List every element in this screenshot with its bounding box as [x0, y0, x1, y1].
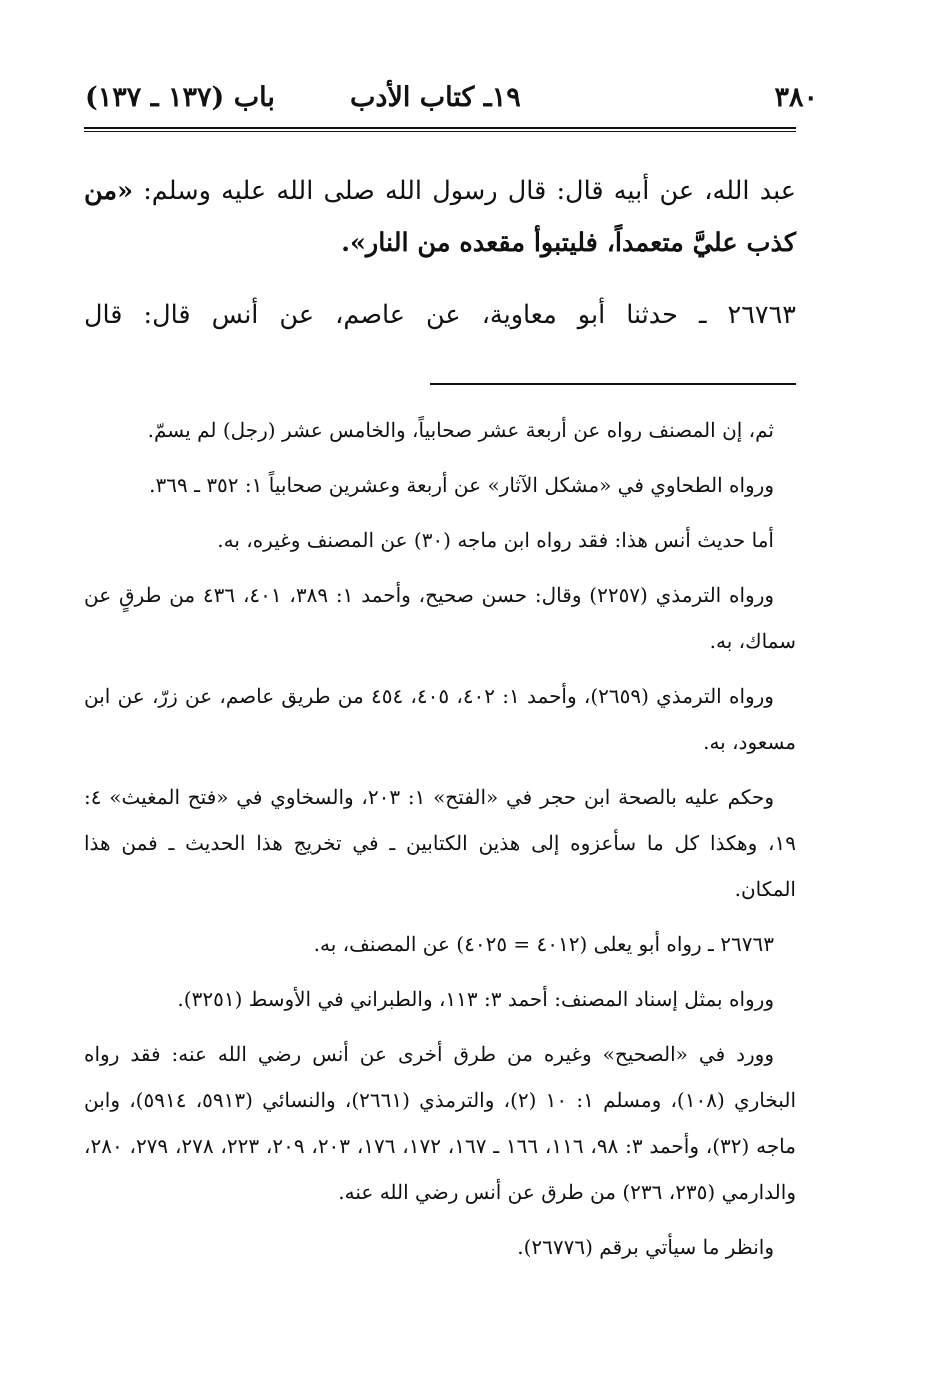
main-text	[84, 165, 796, 341]
footnote-paragraph: وورد في «الصحيح» وغيره من طرق أخرى عن أنس رضي الله عنه: فقد رواه البخاري (١٠٨)، ومسلم ١: ١٠ (٢)، والترمذي (٢٦٦١)، والنسائي (٥٩١٣، ٥٩١٤)، وابن ماجه (٣٢)، وأحمد ٣: ٩٨، ١١٦، ١٦٦ ـ ١٦٧، ١٧٢، ١٧٦، ٢٠٣، ٢٠٩، ٢٢٣، ٢٧٨، ٢٧٩، ٢٨٠، والدارمي (٢٣٥، ٢٣٦) من طرق عن أنس رضي الله عنه.	[84, 1042, 796, 1204]
footnote-paragraph: ورواه الترمذي (٢٦٥٩)، وأحمد ١: ٤٠٢، ٤٠٥، ٤٥٤ من طريق عاصم، عن زرّ، عن ابن مسعود، به.	[84, 684, 796, 754]
main-paragraph-1	[84, 165, 796, 269]
chapter-range: باب (١٣٧ ـ ١٣٧)	[85, 82, 275, 113]
footnote-divider	[430, 383, 796, 385]
footnotes	[84, 407, 796, 1279]
main-paragraph-2: ٢٦٧٦٣ ـ حدثنا أبو معاوية، عن عاصم، عن أنس قال: قال	[84, 300, 796, 330]
header-rule-secondary	[84, 131, 796, 132]
footnote-paragraph: ثم، إن المصنف رواه عن أربعة عشر صحابياً، والخامس عشر (رجل) لم يسمّ.	[147, 418, 774, 442]
header-rule	[84, 127, 796, 129]
book-title: ١٩ـ كتاب الأدب	[350, 82, 521, 113]
footnote-paragraph: ورواه بمثل إسناد المصنف: أحمد ٣: ١١٣، والطبراني في الأوسط (٣٢٥١).	[177, 987, 774, 1011]
main-paragraph-1-text: عبد الله، عن أبيه قال: قال رسول الله صلى الله عليه وسلم:	[133, 176, 796, 206]
footnote-paragraph: ورواه الطحاوي في «مشكل الآثار» عن أربعة وعشرين صحابياً ١: ٣٥٢ ـ ٣٦٩.	[149, 473, 774, 497]
hadith-quote: «من كذب عليَّ متعمداً، فليتبوأ مقعده من النار».	[84, 176, 796, 258]
footnote-paragraph: ٢٦٧٦٣ ـ رواه أبو يعلى (٤٠١٢ = ٤٠٢٥) عن المصنف، به.	[313, 932, 774, 956]
footnote-paragraph: أما حديث أنس هذا: فقد رواه ابن ماجه (٣٠) عن المصنف وغيره، به.	[217, 528, 774, 552]
footnote-paragraph: ورواه الترمذي (٢٢٥٧) وقال: حسن صحيح، وأحمد ١: ٣٨٩، ٤٠١، ٤٣٦ من طرقٍ عن سماك، به.	[84, 583, 796, 653]
footnote-paragraph: وحكم عليه بالصحة ابن حجر في «الفتح» ١: ٢٠٣، والسخاوي في «فتح المغيث» ٤: ١٩، وهكذا كل ما سأعزوه إلى هذين الكتابين ـ في تخريج هذا الحديث ـ فمن هذا المكان.	[84, 785, 796, 901]
footnote-paragraph: وانظر ما سيأتي برقم (٢٦٧٧٦).	[517, 1235, 774, 1259]
page-number: ٣٨٠	[774, 82, 818, 113]
